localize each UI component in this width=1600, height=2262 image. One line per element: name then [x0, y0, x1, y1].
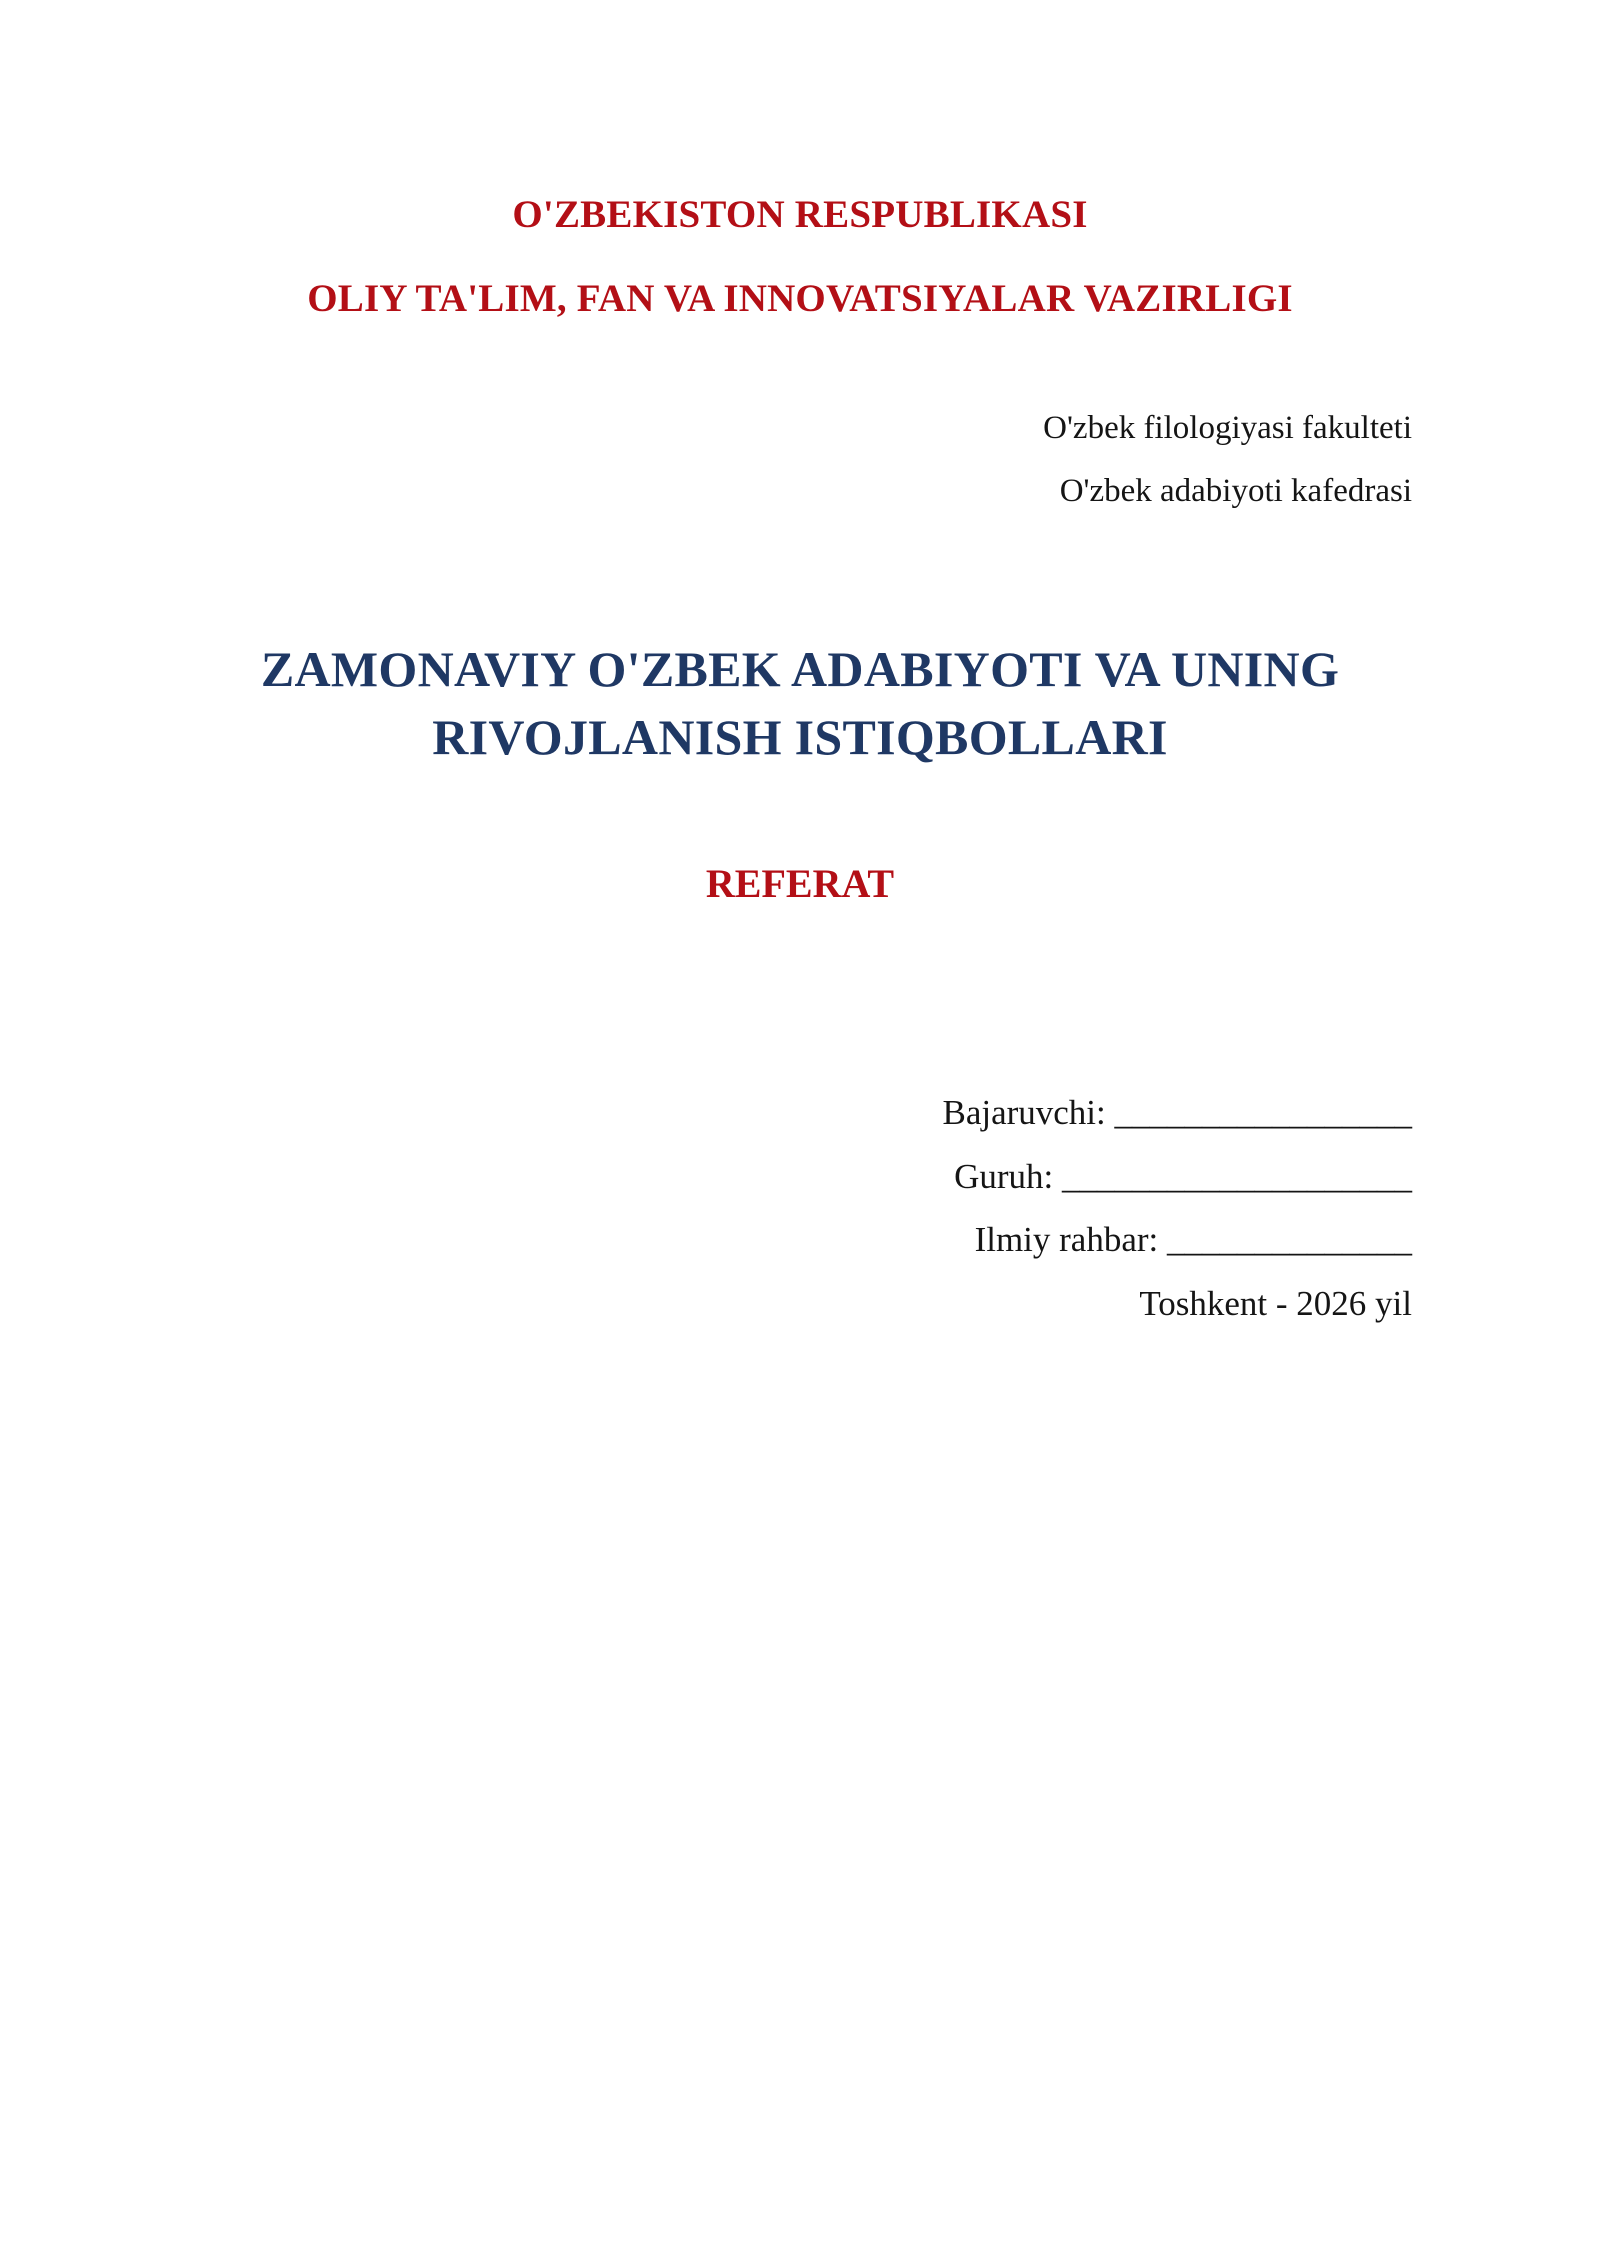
performer-line: Bajaruvchi: _________________ — [942, 1093, 1412, 1132]
place-year: Toshkent - 2026 yil — [1139, 1284, 1412, 1323]
document-title-line-2: RIVOJLANISH ISTIQBOLLARI — [432, 709, 1168, 765]
ministry-heading: OLIY TA'LIM, FAN VA INNOVATSIYALAR VAZIRLIGI — [307, 277, 1293, 320]
document-title-line-1: ZAMONAVIY O'ZBEK ADABIYOTI VA UNING — [260, 641, 1340, 697]
faculty-name: O'zbek filologiyasi fakulteti — [1043, 410, 1412, 446]
country-heading: O'ZBEKISTON RESPUBLIKASI — [512, 193, 1088, 236]
supervisor-line: Ilmiy rahbar: ______________ — [974, 1220, 1412, 1259]
document-type: REFERAT — [705, 861, 895, 906]
group-line: Guruh: ____________________ — [954, 1157, 1412, 1196]
chair-name: O'zbek adabiyoti kafedrasi — [1059, 473, 1412, 509]
